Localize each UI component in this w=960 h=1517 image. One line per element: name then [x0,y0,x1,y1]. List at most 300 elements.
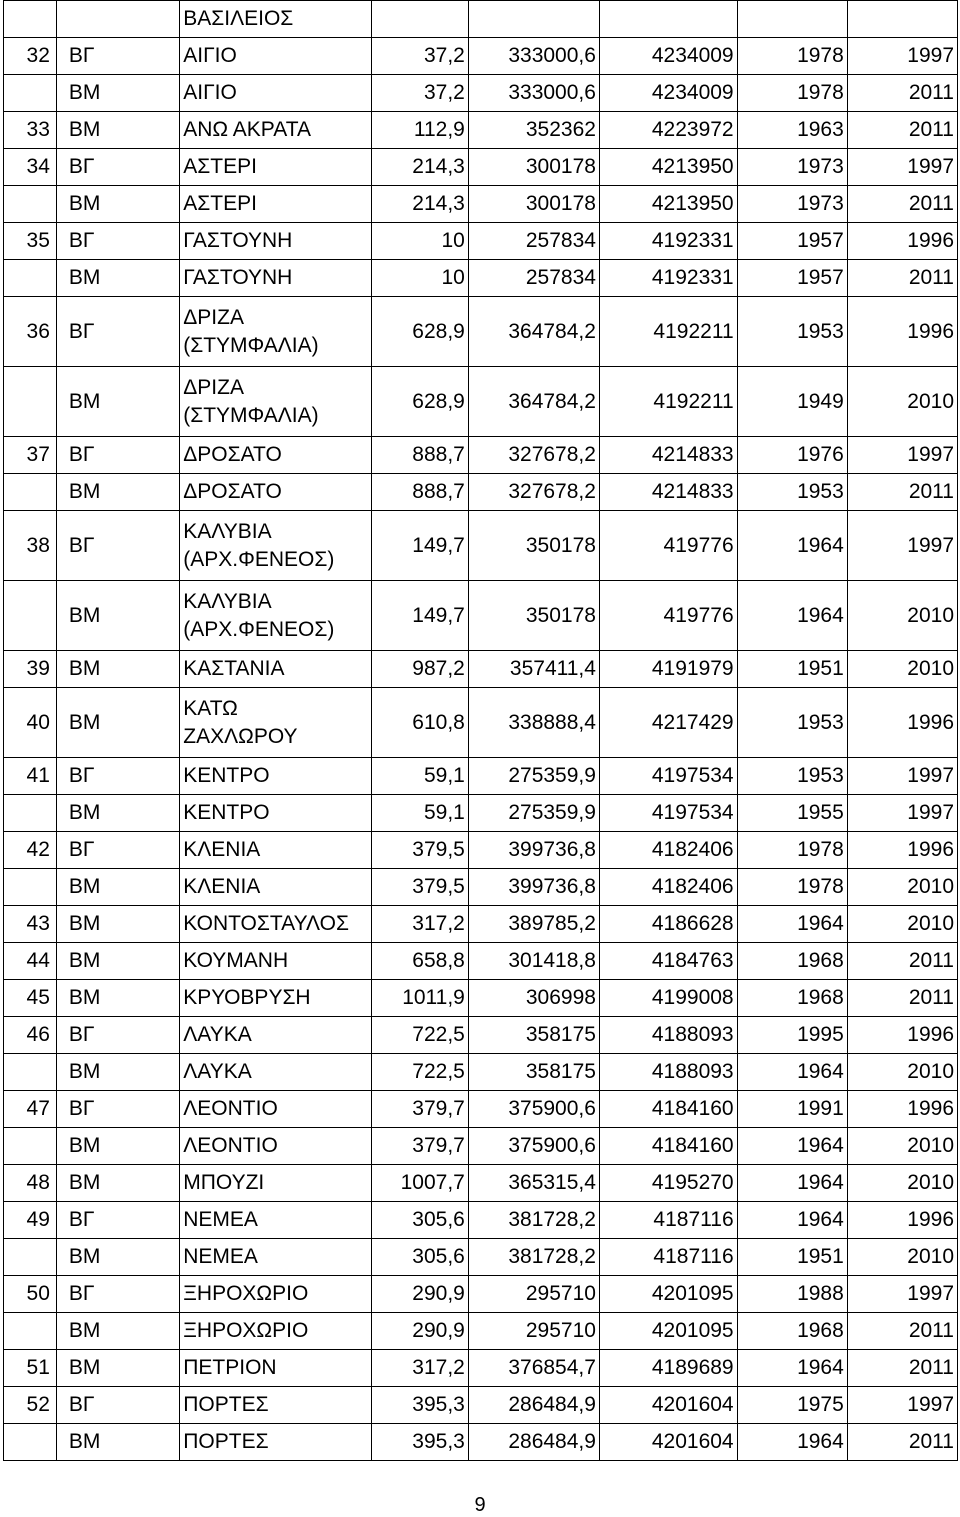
table-header-row [4,1,958,38]
table-row [4,980,958,1017]
year-start: 1976 [737,437,847,474]
table-row [4,1165,958,1202]
station-type: ΒΜ [56,260,179,297]
year-start: 1973 [737,186,847,223]
year-end: 1996 [847,832,957,869]
table-row [4,1017,958,1054]
station-type: ΒΜ [56,943,179,980]
station-type: ΒΜ [56,367,179,437]
table-row [4,437,958,474]
year-start: 1951 [737,1239,847,1276]
year-start: 1978 [737,869,847,906]
station-name: ΑΣΤΕΡΙ [180,186,372,223]
coord-y: 4184160 [599,1128,737,1165]
station-type: ΒΜ [56,906,179,943]
station-number [4,260,57,297]
coord-x: 257834 [468,260,599,297]
station-type: ΒΓ [56,1091,179,1128]
year-end: 1996 [847,1017,957,1054]
year-start: 1995 [737,1017,847,1054]
year-end: 1997 [847,1387,957,1424]
station-name [180,367,372,437]
coord-y: 4186628 [599,906,737,943]
station-number [4,1128,57,1165]
station-name-line2: (ΑΡΧ.ΦΕΝΕΟΣ) [183,547,335,571]
station-name: ΛΑΥΚΑ [180,1017,372,1054]
coord-y: 4192331 [599,223,737,260]
year-start: 1949 [737,367,847,437]
altitude: 1007,7 [371,1165,468,1202]
station-name: ΚΡΥΟΒΡΥΣΗ [180,980,372,1017]
year-end: 1996 [847,1202,957,1239]
coord-y: 4201095 [599,1276,737,1313]
coord-x: 295710 [468,1313,599,1350]
year-start: 1964 [737,906,847,943]
station-type: ΒΜ [56,581,179,651]
altitude: 395,3 [371,1424,468,1461]
station-name-line1: ΚΑΤΩ [183,696,238,720]
coord-x: 300178 [468,149,599,186]
year-start: 1968 [737,943,847,980]
station-type: ΒΜ [56,869,179,906]
station-number: 34 [4,149,57,186]
altitude: 658,8 [371,943,468,980]
table-row [4,943,958,980]
coord-y: 4189689 [599,1350,737,1387]
station-name [180,297,372,367]
year-start: 1957 [737,223,847,260]
station-type: ΒΓ [56,38,179,75]
coord-y: 4192331 [599,260,737,297]
coord-y: 4234009 [599,38,737,75]
coord-x: 381728,2 [468,1239,599,1276]
coord-x: 286484,9 [468,1387,599,1424]
station-number: 41 [4,758,57,795]
station-name: ΚΕΝΤΡΟ [180,795,372,832]
coord-x: 275359,9 [468,795,599,832]
station-number: 50 [4,1276,57,1313]
station-name: ΝΕΜΕΑ [180,1202,372,1239]
station-number [4,581,57,651]
station-type: ΒΜ [56,75,179,112]
table-row [4,906,958,943]
altitude: 888,7 [371,474,468,511]
year-start: 1973 [737,149,847,186]
table-row [4,1239,958,1276]
station-name: ΚΛΕΝΙΑ [180,832,372,869]
station-name-line2: (ΑΡΧ.ΦΕΝΕΟΣ) [183,617,335,641]
year-end: 2011 [847,1350,957,1387]
table-row [4,581,958,651]
year-start: 1988 [737,1276,847,1313]
year-end: 1997 [847,149,957,186]
station-number: 49 [4,1202,57,1239]
coord-x: 286484,9 [468,1424,599,1461]
table-row [4,795,958,832]
station-name: ΔΡΟΣΑΤΟ [180,474,372,511]
year-start: 1964 [737,581,847,651]
altitude: 987,2 [371,651,468,688]
station-number [4,75,57,112]
coord-y: 4213950 [599,186,737,223]
table-row [4,186,958,223]
coord-x: 333000,6 [468,75,599,112]
year-end: 2010 [847,1128,957,1165]
station-name: ΑΣΤΕΡΙ [180,149,372,186]
coord-x: 376854,7 [468,1350,599,1387]
station-type: ΒΜ [56,688,179,758]
station-type: ΒΜ [56,1424,179,1461]
station-type: ΒΜ [56,651,179,688]
coord-x: 300178 [468,186,599,223]
station-name-line2: ΖΑΧΛΩΡΟΥ [183,724,298,748]
table-row [4,1387,958,1424]
table-row [4,1350,958,1387]
year-end: 1997 [847,511,957,581]
coord-x: 357411,4 [468,651,599,688]
station-name: ΑΙΓΙΟ [180,38,372,75]
station-name: ΝΕΜΕΑ [180,1239,372,1276]
year-end: 2010 [847,906,957,943]
altitude: 379,5 [371,832,468,869]
coord-y: 4234009 [599,75,737,112]
coord-y: 4184160 [599,1091,737,1128]
station-type: ΒΓ [56,149,179,186]
table-row [4,1128,958,1165]
year-start: 1978 [737,832,847,869]
coord-y: 4214833 [599,474,737,511]
station-name: ΛΕΟΝΤΙΟ [180,1128,372,1165]
station-name: ΛΑΥΚΑ [180,1054,372,1091]
station-number: 52 [4,1387,57,1424]
year-end: 2011 [847,474,957,511]
table-row [4,112,958,149]
coord-y: 4188093 [599,1054,737,1091]
altitude: 112,9 [371,112,468,149]
altitude: 1011,9 [371,980,468,1017]
station-name: ΚΟΥΜΑΝΗ [180,943,372,980]
station-name: ΞΗΡΟΧΩΡΙΟ [180,1313,372,1350]
year-end: 2010 [847,869,957,906]
coord-y: 4187116 [599,1239,737,1276]
station-number: 51 [4,1350,57,1387]
coord-x: 333000,6 [468,38,599,75]
coord-x: 352362 [468,112,599,149]
altitude: 149,7 [371,581,468,651]
year-start: 1964 [737,1424,847,1461]
coord-y: 4192211 [599,367,737,437]
coord-x: 358175 [468,1017,599,1054]
station-number: 35 [4,223,57,260]
coord-x: 257834 [468,223,599,260]
coord-y: 4199008 [599,980,737,1017]
coord-y: 419776 [599,511,737,581]
coord-y: 4195270 [599,1165,737,1202]
station-name: ΜΠΟΥΖΙ [180,1165,372,1202]
station-name: ΚΑΣΤΑΝΙΑ [180,651,372,688]
year-end: 1997 [847,1276,957,1313]
year-end: 2011 [847,943,957,980]
coord-x: 350178 [468,581,599,651]
year-end: 2010 [847,367,957,437]
coord-x: 365315,4 [468,1165,599,1202]
station-type: ΒΓ [56,1017,179,1054]
year-start: 1964 [737,1350,847,1387]
station-name-line1: ΔΡΙΖΑ [183,305,244,329]
station-name-line1: ΔΡΙΖΑ [183,375,244,399]
station-number [4,186,57,223]
coord-x: 295710 [468,1276,599,1313]
year-start: 1953 [737,474,847,511]
coord-x: 327678,2 [468,437,599,474]
table-row [4,511,958,581]
station-name [180,581,372,651]
station-name: ΞΗΡΟΧΩΡΙΟ [180,1276,372,1313]
altitude: 149,7 [371,511,468,581]
table-row [4,367,958,437]
year-end: 2011 [847,112,957,149]
table-row [4,758,958,795]
altitude: 305,6 [371,1202,468,1239]
coord-y: 4187116 [599,1202,737,1239]
coord-x: 301418,8 [468,943,599,980]
station-name: ΓΑΣΤΟΥΝΗ [180,223,372,260]
station-type: ΒΜ [56,1128,179,1165]
coord-y: 4201604 [599,1387,737,1424]
year-start: 1953 [737,758,847,795]
year-end: 2010 [847,1054,957,1091]
altitude: 10 [371,223,468,260]
year-end: 2011 [847,1424,957,1461]
year-start: 1964 [737,1165,847,1202]
station-name: ΑΝΩ ΑΚΡΑΤΑ [180,112,372,149]
year-start: 1968 [737,980,847,1017]
altitude: 722,5 [371,1017,468,1054]
altitude: 290,9 [371,1276,468,1313]
year-end: 2010 [847,1239,957,1276]
table-row [4,688,958,758]
station-number [4,869,57,906]
station-number: 46 [4,1017,57,1054]
altitude: 37,2 [371,75,468,112]
station-type: ΒΓ [56,437,179,474]
table-row [4,1424,958,1461]
coord-y: 4192211 [599,297,737,367]
coord-y: 4184763 [599,943,737,980]
year-end: 1997 [847,795,957,832]
station-number: 32 [4,38,57,75]
coord-y: 419776 [599,581,737,651]
coord-x: 338888,4 [468,688,599,758]
station-number [4,1054,57,1091]
year-end: 2011 [847,980,957,1017]
station-number: 48 [4,1165,57,1202]
coord-y: 4197534 [599,758,737,795]
station-name: ΚΛΕΝΙΑ [180,869,372,906]
coord-y: 4191979 [599,651,737,688]
year-start: 1978 [737,38,847,75]
coord-y: 4182406 [599,832,737,869]
station-number: 38 [4,511,57,581]
altitude: 610,8 [371,688,468,758]
station-name: ΛΕΟΝΤΙΟ [180,1091,372,1128]
station-type: ΒΜ [56,980,179,1017]
year-end: 2011 [847,260,957,297]
year-end: 2010 [847,581,957,651]
year-end: 1996 [847,223,957,260]
station-number: 33 [4,112,57,149]
table-row [4,651,958,688]
station-name [180,688,372,758]
table-row [4,1091,958,1128]
station-number [4,474,57,511]
station-type: ΒΓ [56,1202,179,1239]
year-start: 1964 [737,1128,847,1165]
table-row [4,260,958,297]
station-type: ΒΜ [56,1350,179,1387]
year-end: 1997 [847,437,957,474]
coord-y: 4213950 [599,149,737,186]
coord-y: 4223972 [599,112,737,149]
station-name: ΚΟΝΤΟΣΤΑΥΛΟΣ [180,906,372,943]
year-start: 1953 [737,688,847,758]
header-label: ΒΑΣΙΛΕΙΟΣ [180,1,372,38]
station-type: ΒΓ [56,758,179,795]
year-start: 1951 [737,651,847,688]
year-start: 1963 [737,112,847,149]
altitude: 888,7 [371,437,468,474]
year-end: 2011 [847,1313,957,1350]
station-number: 36 [4,297,57,367]
table-row [4,1276,958,1313]
coord-x: 364784,2 [468,297,599,367]
coord-y: 4214833 [599,437,737,474]
altitude: 59,1 [371,795,468,832]
coord-x: 327678,2 [468,474,599,511]
coord-x: 375900,6 [468,1091,599,1128]
coord-x: 381728,2 [468,1202,599,1239]
station-number: 47 [4,1091,57,1128]
station-type: ΒΜ [56,1054,179,1091]
station-type: ΒΓ [56,511,179,581]
station-name: ΠΟΡΤΕΣ [180,1387,372,1424]
table-row [4,832,958,869]
page-number: 9 [474,1494,486,1516]
altitude: 59,1 [371,758,468,795]
station-number [4,1239,57,1276]
altitude: 37,2 [371,38,468,75]
station-type: ΒΜ [56,1239,179,1276]
year-start: 1968 [737,1313,847,1350]
year-end: 1996 [847,297,957,367]
year-start: 1957 [737,260,847,297]
altitude: 317,2 [371,1350,468,1387]
year-start: 1953 [737,297,847,367]
station-number [4,1313,57,1350]
altitude: 395,3 [371,1387,468,1424]
table-row [4,1054,958,1091]
coord-x: 399736,8 [468,832,599,869]
altitude: 628,9 [371,367,468,437]
station-type: ΒΜ [56,474,179,511]
table-row [4,75,958,112]
coord-x: 350178 [468,511,599,581]
altitude: 722,5 [371,1054,468,1091]
coord-x: 399736,8 [468,869,599,906]
altitude: 10 [371,260,468,297]
station-number [4,1424,57,1461]
table-row [4,1313,958,1350]
station-type: ΒΜ [56,186,179,223]
coord-x: 364784,2 [468,367,599,437]
station-number: 37 [4,437,57,474]
year-end: 1997 [847,758,957,795]
year-end: 1996 [847,688,957,758]
year-start: 1964 [737,1202,847,1239]
year-start: 1964 [737,1054,847,1091]
table-row [4,869,958,906]
year-end: 2011 [847,186,957,223]
year-start: 1975 [737,1387,847,1424]
coord-y: 4197534 [599,795,737,832]
station-name-line1: ΚΑΛΥΒΙΑ [183,519,272,543]
altitude: 379,5 [371,869,468,906]
altitude: 290,9 [371,1313,468,1350]
year-start: 1955 [737,795,847,832]
station-name-line1: ΚΑΛΥΒΙΑ [183,589,272,613]
year-end: 2010 [847,1165,957,1202]
station-number: 40 [4,688,57,758]
station-type: ΒΜ [56,1165,179,1202]
table-row [4,1202,958,1239]
coord-x: 358175 [468,1054,599,1091]
station-number: 39 [4,651,57,688]
station-type: ΒΜ [56,795,179,832]
station-number: 44 [4,943,57,980]
station-number: 43 [4,906,57,943]
altitude: 379,7 [371,1128,468,1165]
stations-table [3,0,958,1461]
station-type: ΒΜ [56,112,179,149]
station-name: ΓΑΣΤΟΥΝΗ [180,260,372,297]
station-type: ΒΓ [56,1276,179,1313]
station-number [4,795,57,832]
station-number: 45 [4,980,57,1017]
altitude: 214,3 [371,149,468,186]
altitude: 628,9 [371,297,468,367]
coord-x: 389785,2 [468,906,599,943]
station-number [4,367,57,437]
station-name: ΠΕΤΡΙΟΝ [180,1350,372,1387]
station-name: ΔΡΟΣΑΤΟ [180,437,372,474]
station-name: ΚΕΝΤΡΟ [180,758,372,795]
station-number: 42 [4,832,57,869]
station-name: ΑΙΓΙΟ [180,75,372,112]
coord-x: 375900,6 [468,1128,599,1165]
coord-y: 4201604 [599,1424,737,1461]
altitude: 305,6 [371,1239,468,1276]
coord-y: 4217429 [599,688,737,758]
year-end: 1997 [847,38,957,75]
coord-x: 306998 [468,980,599,1017]
station-type: ΒΓ [56,1387,179,1424]
altitude: 379,7 [371,1091,468,1128]
table-row [4,38,958,75]
station-type: ΒΓ [56,297,179,367]
station-type: ΒΜ [56,1313,179,1350]
year-start: 1964 [737,511,847,581]
table-row [4,297,958,367]
